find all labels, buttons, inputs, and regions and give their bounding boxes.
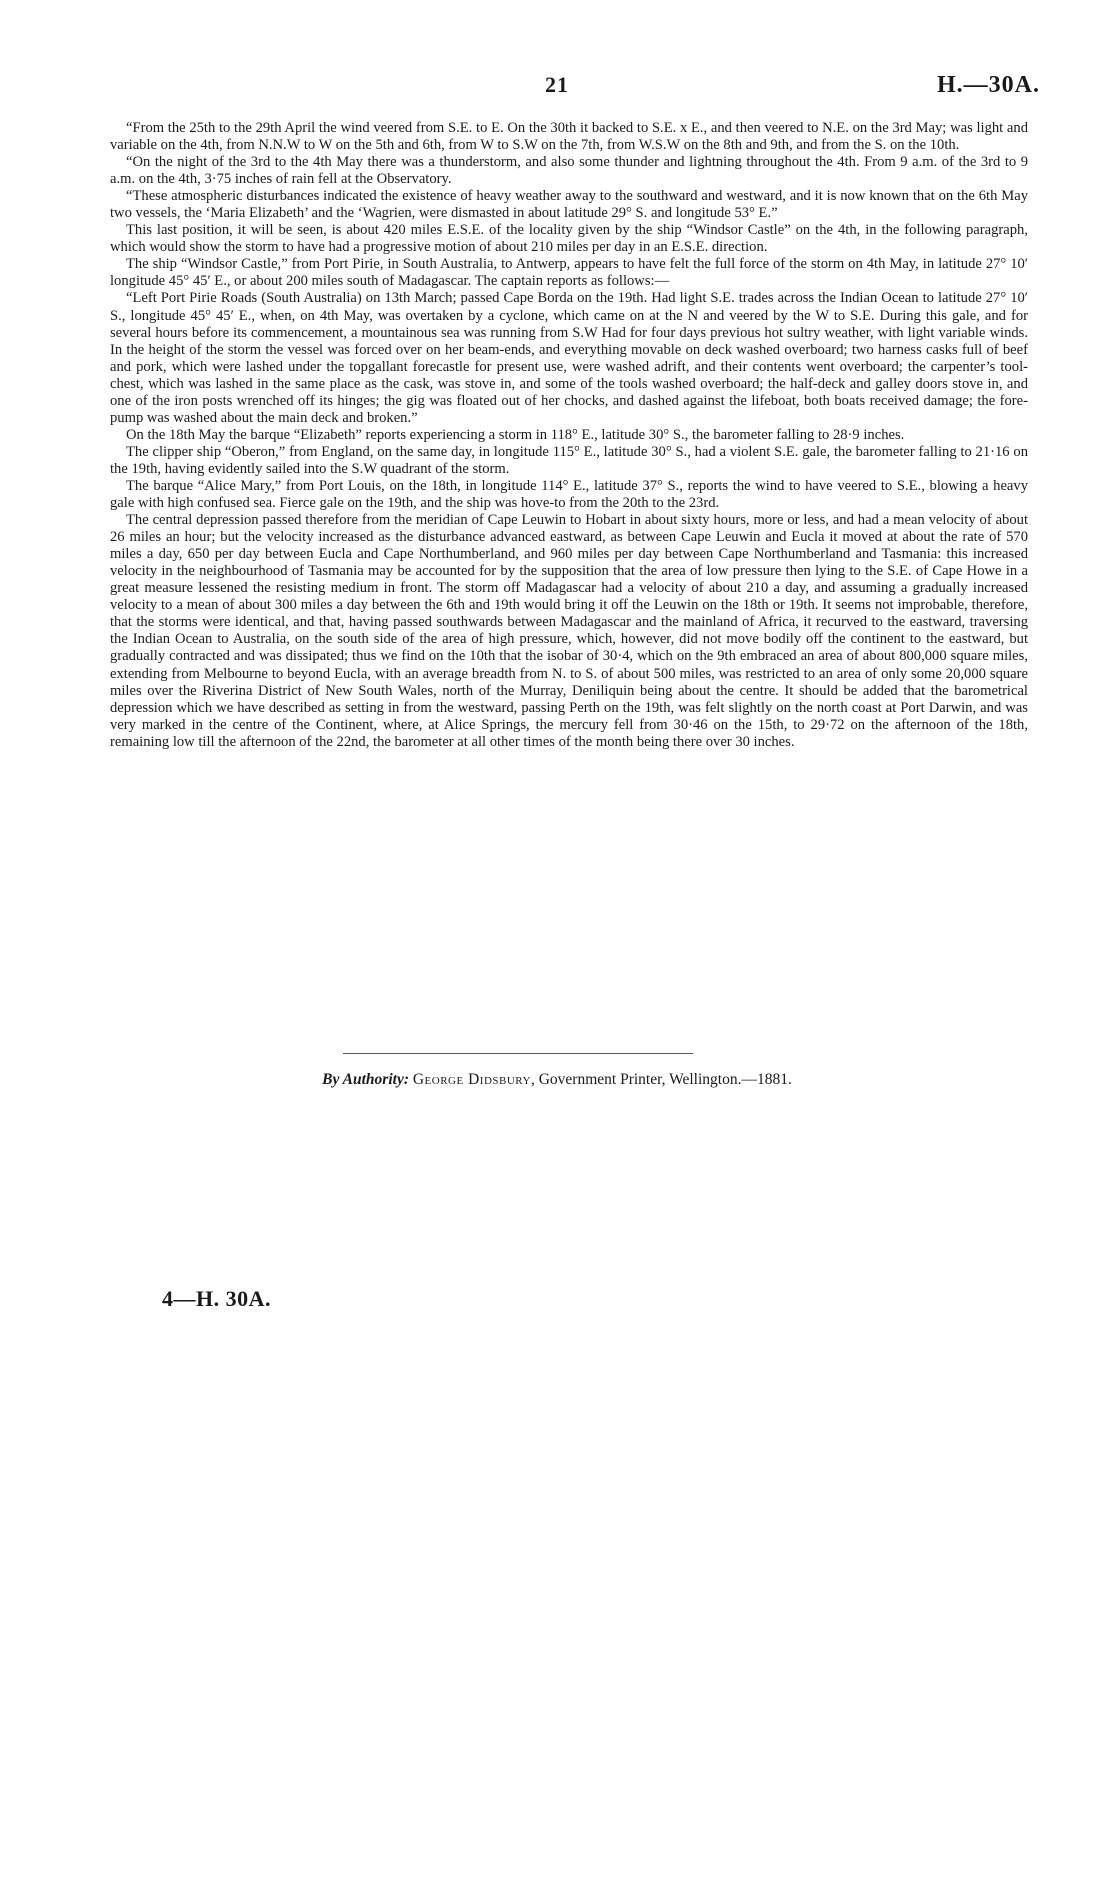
paragraph: This last position, it will be seen, is about 420 miles E.S.E. of the locality given by the ship “Windsor Castle” on the 4th, in the following paragraph, which would show the storm to have had a progressive motion of about 210 miles per day in an E.S.E. direction. (110, 222, 1028, 256)
sheet-signature: 4—H. 30A. (162, 1286, 271, 1311)
paragraph: “From the 25th to the 29th April the wind veered from S.E. to E. On the 30th it backed to S.E. x E., and then veered to N.E. on the 3rd May; was light and variable on the 4th, from N.N.W to W on the 5th and 6th, from W to S.W on the 7th, from W.S.W on the 8th and 9th, and from the S. on the 10th. (110, 120, 1028, 154)
body-text (110, 120, 1028, 751)
paragraph: The barque “Alice Mary,” from Port Louis, on the 18th, in longitude 114° E., latitude 37° S., reports the wind to have veered to S.E., blowing a heavy gale with high confused sea. Fierce gale on the 19th, and the ship was hove-to from the 20th to the 23rd. (110, 477, 1028, 512)
page-number: 21 (545, 72, 569, 97)
divider-rule (343, 1053, 693, 1054)
paragraph: “These atmospheric disturbances indicated the existence of heavy weather away to the southward and westward, and it is now known that on the 6th May two vessels, the ‘Maria Elizabeth’ and the ‘Wagrien, were dismasted in about latitude 29° S. and longitude 53° E.” (110, 188, 1028, 222)
paragraph: “On the night of the 3rd to the 4th May there was a thunderstorm, and also some thunder and lightning throughout the 4th. From 9 a.m. of the 3rd to 9 a.m. on the 4th, 3·75 inches of rain fell at the Observatory. (110, 154, 1028, 188)
imprint-rest: , Government Printer, Wellington.—1881. (530, 1071, 792, 1088)
imprint-printer: George Didsbury (412, 1071, 531, 1088)
document-reference: H.—30A. (937, 72, 1040, 98)
printer-imprint (0, 1071, 1114, 1089)
paragraph: On the 18th May the barque “Elizabeth” reports experiencing a storm in 118° E., latitude 30° S., the barometer falling to 28·9 inches. (126, 426, 905, 443)
imprint-label: By Authority: (322, 1071, 409, 1088)
paragraph: The central depression passed therefore from the meridian of Cape Leuwin to Hobart in about sixty hours, more or less, and had a mean velocity of about 26 miles an hour; but the velocity increased as the disturbance advanced eastward, as between Cape Leuwin and Eucla it moved at about the rate of 570 miles a day, 650 per day between Eucla and Cape Northumberland, and 960 miles per day between Cape Northumberland and Tasmania: this increased velocity in the neighbourhood of Tasmania may be accounted for by the supposition that the area of low pressure then lying to the S.E. of Cape Howe in a great measure lessened the resisting medium in front. The storm off Madagascar had a velocity of about 210 a day, and assuming a gradually increased velocity to a mean of about 300 miles a day between the 6th and 19th would bring it off the Leuwin on the 18th or 19th. It seems not improbable, therefore, that the storms were identical, and that, having passed southwards between Madagascar and the mainland of Africa, it recurved to the eastward, traversing the Indian Ocean to Australia, on the south side of the area of high pressure, which, however, did not move bodily off the continent to the eastward, but gradually contracted and was dissipated; thus we find on the 10th that the isobar of 30·4, which on the 9th embraced an area of about 800,000 square miles, extending from Melbourne to beyond Eucla, with an average breadth from N. to S. of about 500 miles, was restricted to an area of only some 20,000 square miles over the Riverina District of New South Wales, north of the Murray, Deniliquin being about the centre. It should be added that the barometrical depression which we have described as setting in from the westward, passing Perth on the 19th, was felt slightly on the north coast at Port Darwin, and was very marked in the centre of the Continent, where, at Alice Springs, the mercury fell from 30·46 on the 15th, to 29·72 on the afternoon of the 18th, remaining low till the afternoon of the 22nd, the barometer at all other times of the month being there over 30 inches. (110, 512, 1028, 750)
paragraph: “Left Port Pirie Roads (South Australia) on 13th March; passed Cape Borda on the 19th. Had light S.E. trades across the Indian Ocean to latitude 27° 10′ S., longitude 45° 45′ E., when, on 4th May, was overtaken by a cyclone, which came on at the N and veered by the W to S.E. During this gale, and for several hours before its commencement, a mountainous sea was running from S.W Had for four days previous hot sultry weather, with light variable winds. In the height of the storm the vessel was forced over on her beam-ends, and everything movable on deck washed overboard; two harness casks full of beef and pork, which were lashed under the topgallant forecastle for present use, were washed adrift, and their contents went overboard; the carpenter’s tool-chest, which was lashed in the same place as the cask, was stove in, and some of the tools washed overboard; the half-deck and galley doors stove in, and one of the iron posts wrenched off its hinges; the gig was floated out of her chocks, and dashed against the lifeboat, both boats received damage; the fore-pump was washed about the main deck and broken.” (110, 290, 1028, 426)
paragraph: The ship “Windsor Castle,” from Port Pirie, in South Australia, to Antwerp, appears to have felt the full force of the storm on 4th May, in latitude 27° 10′ longitude 45° 45′ E., or about 200 miles south of Madagascar. The captain reports as follows:— (110, 256, 1028, 290)
paragraph: The clipper ship “Oberon,” from England, on the same day, in longitude 115° E., latitude 30° S., had a violent S.E. gale, the barometer falling to 21·16 on the 19th, having evidently sailed into the S.W quadrant of the storm. (110, 443, 1028, 477)
